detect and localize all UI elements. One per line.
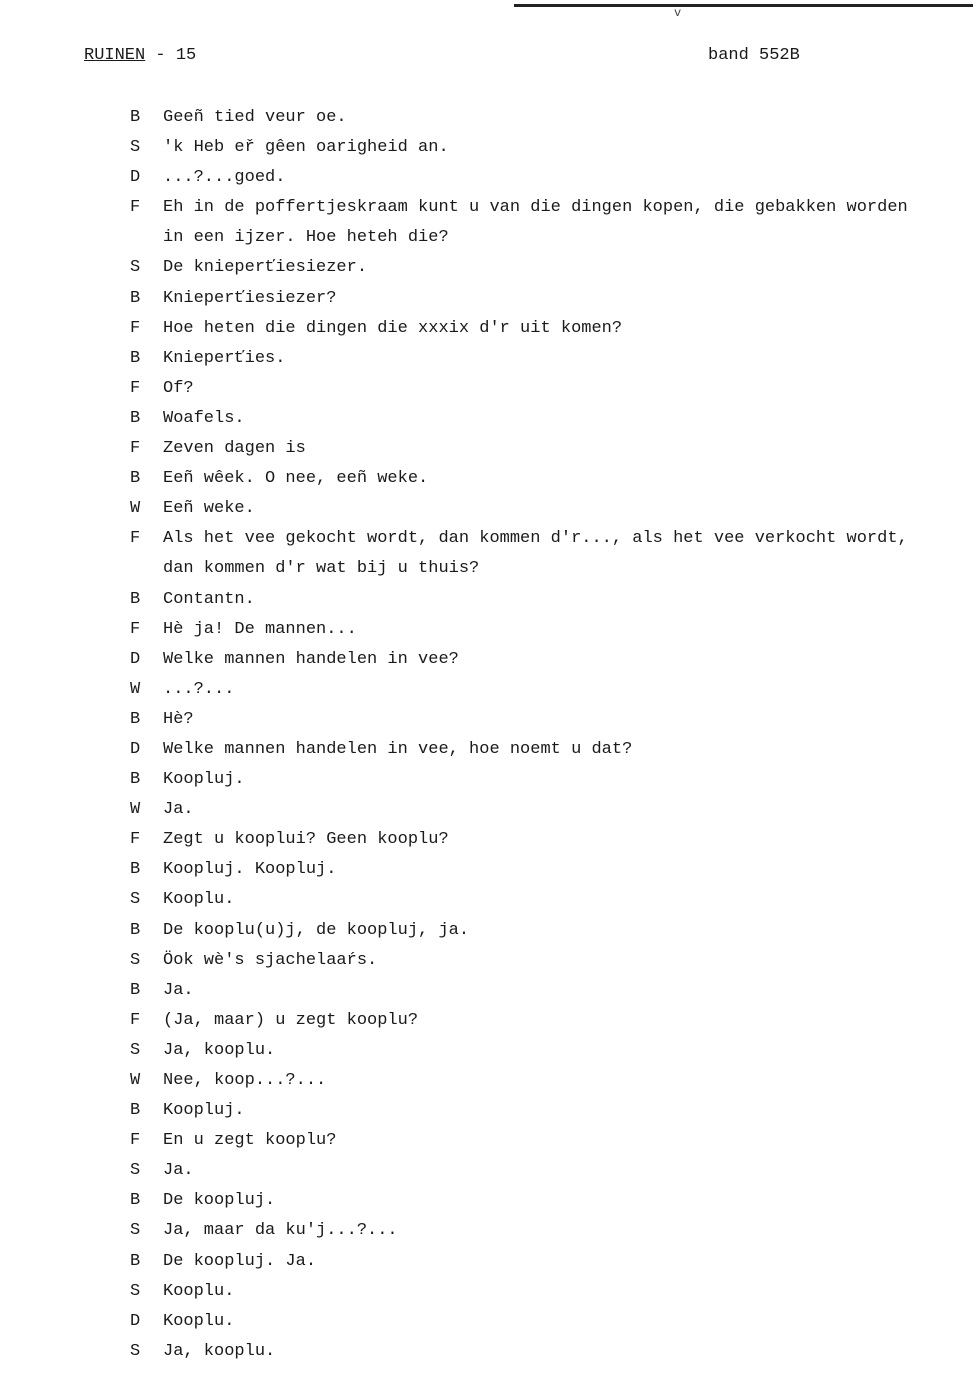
speaker-code: F	[130, 318, 141, 338]
transcript-line	[130, 437, 973, 467]
utterance-text: Als het vee gekocht wordt, dan kommen d'r..., als het vee verkocht wordt,	[163, 529, 908, 549]
transcript-line	[130, 828, 973, 858]
utterance-text: De knieperťiesiezer.	[163, 258, 368, 278]
transcript-line	[130, 768, 973, 798]
speaker-code: S	[130, 890, 141, 910]
utterance-text: Nee, koop...?...	[163, 1071, 327, 1090]
speaker-code: F	[130, 198, 141, 218]
transcript-line	[130, 1280, 973, 1310]
transcript-line	[130, 407, 973, 437]
speaker-code: S	[130, 950, 141, 970]
speaker-code: S	[130, 1040, 141, 1060]
utterance-text: Hè ja! De mannen...	[163, 619, 357, 639]
title-underlined: RUINEN	[84, 46, 146, 65]
transcript-line	[130, 196, 973, 226]
top-check-mark: v	[674, 6, 682, 20]
speaker-code: B	[130, 770, 141, 790]
band-label: band 552B	[708, 46, 800, 65]
transcript-line	[130, 798, 973, 828]
speaker-code: B	[130, 348, 141, 368]
transcript-line	[130, 256, 973, 286]
speaker-code: F	[130, 378, 141, 398]
transcript-line	[130, 1039, 973, 1069]
speaker-code: B	[130, 469, 141, 489]
utterance-text: Contantn.	[163, 589, 255, 609]
transcript-line	[130, 136, 973, 166]
utterance-text: 'k Heb eř gêen oarigheid an.	[163, 138, 449, 158]
speaker-code: S	[130, 138, 141, 158]
utterance-text: Ja.	[163, 1161, 194, 1181]
speaker-code: S	[130, 258, 141, 278]
transcript-line	[130, 618, 973, 648]
page-title	[84, 46, 196, 65]
utterance-text: ...?...goed.	[163, 168, 286, 188]
speaker-code: B	[130, 408, 141, 428]
top-rule	[514, 4, 973, 7]
utterance-text: Kooplu.	[163, 1281, 235, 1301]
utterance-text: Knieperťies.	[163, 348, 286, 368]
speaker-code: D	[130, 1311, 141, 1331]
transcript-line	[130, 1099, 973, 1129]
transcript-line	[130, 888, 973, 918]
speaker-code: F	[130, 830, 141, 850]
utterance-text: dan kommen d'r wat bij u thuis?	[163, 559, 480, 579]
transcript-continuation	[130, 226, 973, 256]
transcript-line	[130, 1189, 973, 1219]
speaker-code: W	[130, 1071, 141, 1090]
speaker-code: B	[130, 1101, 141, 1121]
transcript-line	[130, 858, 973, 888]
utterance-text: Koopluj. Koopluj.	[163, 860, 337, 880]
utterance-text: De koopluj.	[163, 1191, 276, 1211]
speaker-code: D	[130, 649, 141, 669]
utterance-text: Ja, kooplu.	[163, 1341, 276, 1361]
speaker-code: F	[130, 1131, 141, 1151]
utterance-text: Ja, kooplu.	[163, 1040, 276, 1060]
speaker-code: D	[130, 739, 141, 759]
speaker-code: S	[130, 1161, 141, 1181]
transcript-line	[130, 467, 973, 497]
utterance-text: Knieperťiesiezer?	[163, 288, 337, 308]
speaker-code: B	[130, 1191, 141, 1211]
utterance-text: Zegt u kooplui? Geen kooplu?	[163, 830, 449, 850]
transcript-line	[130, 497, 973, 527]
transcript-line	[130, 1340, 973, 1370]
speaker-code: D	[130, 168, 141, 188]
transcript-line	[130, 1250, 973, 1280]
utterance-text: Öok wè's sjachelaaŕs.	[163, 950, 378, 970]
speaker-code: W	[130, 499, 141, 519]
speaker-code: B	[130, 860, 141, 880]
utterance-text: Koopluj.	[163, 770, 245, 790]
utterance-text: Hè?	[163, 709, 194, 729]
utterance-text: Ja.	[163, 800, 194, 820]
utterance-text: Of?	[163, 378, 194, 398]
transcript-line	[130, 738, 973, 768]
utterance-text: Welke mannen handelen in vee, hoe noemt u dat?	[163, 739, 633, 759]
transcript-line	[130, 377, 973, 407]
utterance-text: Ja, maar da ku'j...?...	[163, 1221, 398, 1241]
transcript-line	[130, 979, 973, 1009]
utterance-text: Kooplu.	[163, 890, 235, 910]
utterance-text: Welke mannen handelen in vee?	[163, 649, 459, 669]
utterance-text: Koopluj.	[163, 1101, 245, 1121]
transcript-line	[130, 1159, 973, 1189]
transcript-line	[130, 317, 973, 347]
speaker-code: B	[130, 980, 141, 1000]
utterance-text: Hoe heten die dingen die xxxix d'r uit komen?	[163, 318, 623, 338]
speaker-code: F	[130, 1010, 141, 1030]
utterance-text: Eeñ wêek. O nee, eeñ weke.	[163, 469, 429, 489]
utterance-text: Zeven dagen is	[163, 439, 306, 459]
speaker-code: F	[130, 439, 141, 459]
transcript-line	[130, 678, 973, 708]
transcript-line	[130, 708, 973, 738]
utterance-text: Geeñ tied veur oe.	[163, 108, 347, 127]
utterance-text: ...?...	[163, 679, 235, 699]
utterance-text: Eh in de poffertjeskraam kunt u van die dingen kopen, die gebakken worden	[163, 198, 908, 218]
transcript-line	[130, 648, 973, 678]
speaker-code: B	[130, 589, 141, 609]
transcript-line	[130, 588, 973, 618]
speaker-code: F	[130, 619, 141, 639]
speaker-code: B	[130, 1251, 141, 1271]
speaker-code: B	[130, 108, 141, 127]
speaker-code: W	[130, 800, 141, 820]
transcript-line	[130, 1310, 973, 1340]
speaker-code: F	[130, 529, 141, 549]
utterance-text: Woafels.	[163, 408, 245, 428]
utterance-text: Eeñ weke.	[163, 499, 255, 519]
transcript-line	[130, 1129, 973, 1159]
speaker-code	[130, 557, 163, 587]
transcript-line	[130, 106, 973, 136]
speaker-code: B	[130, 709, 141, 729]
transcript-line	[130, 347, 973, 377]
transcript-line	[130, 1009, 973, 1039]
speaker-code	[130, 226, 163, 256]
transcript-line	[130, 287, 973, 317]
utterance-text: Kooplu.	[163, 1311, 235, 1331]
utterance-text: in een ijzer. Hoe heteh die?	[163, 228, 449, 248]
speaker-code: S	[130, 1341, 141, 1361]
speaker-code: S	[130, 1221, 141, 1241]
transcript-line	[130, 166, 973, 196]
utterance-text: (Ja, maar) u zegt kooplu?	[163, 1010, 419, 1030]
utterance-text: Ja.	[163, 980, 194, 1000]
speaker-code: W	[130, 679, 141, 699]
utterance-text: De koopluj. Ja.	[163, 1251, 317, 1271]
transcript-continuation	[130, 557, 973, 587]
transcript-line	[130, 949, 973, 979]
transcript-line	[130, 527, 973, 557]
speaker-code: S	[130, 1281, 141, 1301]
transcript-line	[130, 1219, 973, 1249]
utterance-text: De kooplu(u)j, de koopluj, ja.	[163, 920, 470, 940]
transcript-line	[130, 919, 973, 949]
speaker-code: B	[130, 920, 141, 940]
transcript-line	[130, 1069, 973, 1099]
page-number: - 15	[145, 46, 197, 65]
utterance-text: En u zegt kooplu?	[163, 1131, 337, 1151]
speaker-code: B	[130, 288, 141, 308]
transcript-body	[130, 106, 973, 1370]
